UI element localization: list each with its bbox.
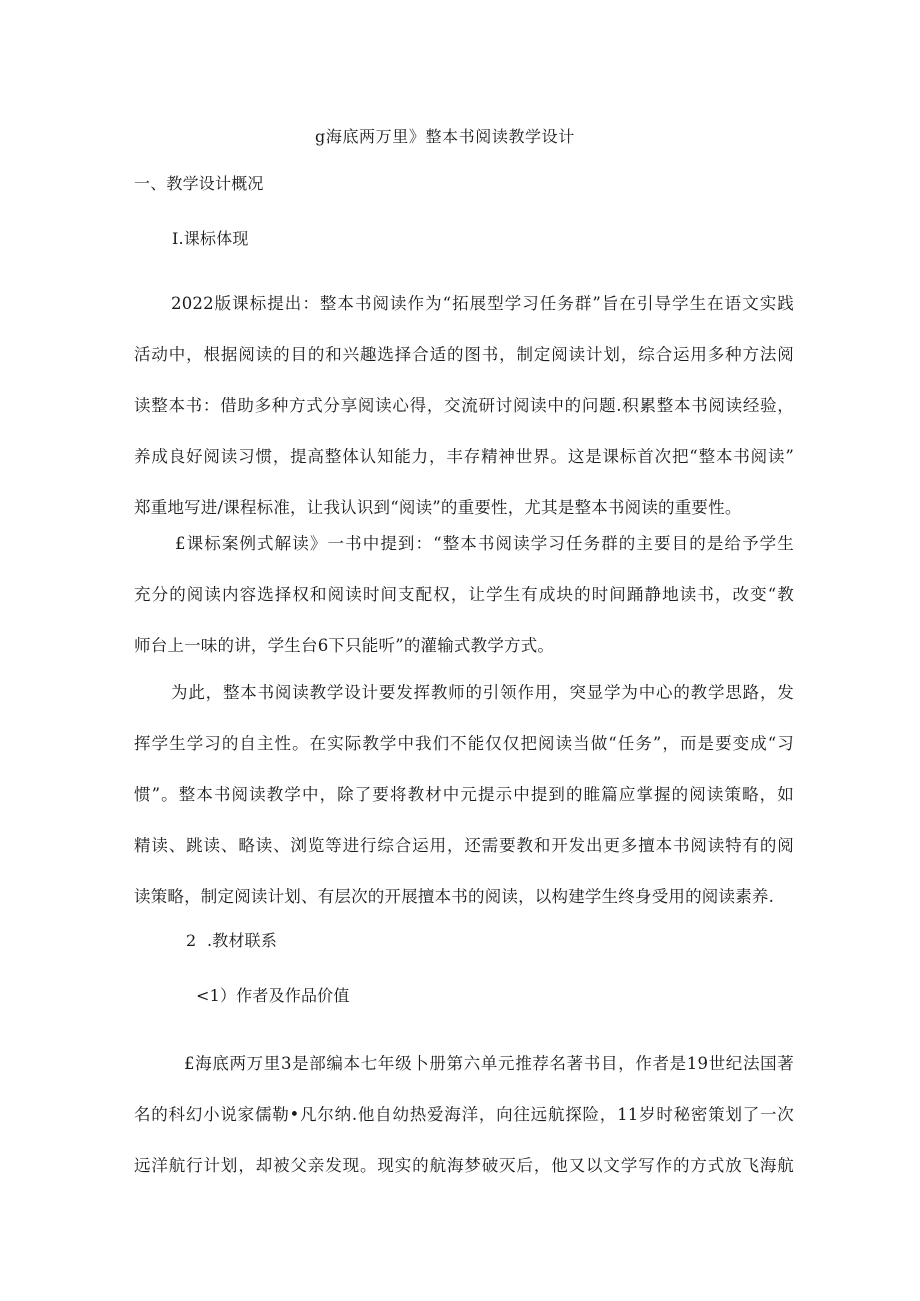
- paragraph-line: 充分的阅读内容选择权和阅读时间支配权，让学生有成块的时间踊静地读书，改变“教: [134, 585, 794, 604]
- paragraph-line: 读策略，制定阅读计划、有层次的开展擅本书的阅读，以构建学生终身受用的阅读素养.: [134, 887, 775, 906]
- subsection-heading-author-value: <1）作者及作品价值: [196, 986, 350, 1005]
- paragraph-line: £海底两万里3是部编本七年级卜册第六单元推荐名著书目，作者是19世纪法国著: [184, 1054, 794, 1073]
- paragraph-line: 为此，整本书阅读教学设计要发挥教师的引领作用，突显学为中心的教学思路，发: [171, 683, 794, 702]
- paragraph-curriculum: [134, 294, 794, 549]
- paragraph-line: 名的科幻小说家儒勒•凡尔纳.他自幼热爱海洋，向往远航探险，11岁时秘密策划了一次: [134, 1105, 794, 1124]
- paragraph-author: [134, 1054, 794, 1207]
- paragraph-line: 挥学生学习的自主性。在实际教学中我们不能仅仅把阅读当做“任务”，而是要变成“习: [134, 734, 794, 753]
- subsection-heading-textbook: 2 .教材联系: [186, 931, 278, 950]
- paragraph-line: 读整本书：借助多种方式分享阅读心得，交流研讨阅读中的问题.积累整本书阅读经验，: [134, 396, 794, 415]
- paragraph-line: 远洋航行计划，却被父亲发现。现实的航海梦破灭后，他又以文学写作的方式放飞海航: [134, 1156, 794, 1175]
- subsection-heading-curriculum: I.课标体现: [172, 229, 249, 248]
- paragraph-line: 精读、跳读、略读、浏览等进行综合运用，还需要教和开发出更多擅本书阅读特有的阅: [134, 836, 794, 855]
- paragraph-line: £课标案例式解读》一书中提到：“整本书阅读学习任务群的主要目的是给予学生: [175, 534, 794, 553]
- paragraph-teaching-design: [134, 683, 794, 938]
- paragraph-line: 活动中，根据阅读的目的和兴趣选择合适的图书，制定阅读计划，综合运用多种方法阅: [134, 345, 794, 364]
- paragraph-line: 师台上一味的讲，学生台6下只能听”的灌输式教学方式。: [134, 636, 555, 655]
- paragraph-line: 养成良好阅读习惯，提高整体认知能力，丰存精神世界。这是课标首次把“整本书阅读”: [134, 447, 794, 466]
- section-heading-overview: 一、教学设计概况: [134, 174, 264, 193]
- document-title: g海底两万里》整本书阅读教学设计: [315, 127, 575, 146]
- paragraph-case-reading: [134, 534, 794, 687]
- paragraph-line: 郑重地写进/课程标准，让我认识到“阅读”的重要性，尤其是整本书阅读的重要性。: [134, 498, 742, 517]
- paragraph-line: 惯”。整本书阅读教学中，除了要将教材中元提示中提到的睢篇应掌握的阅读策略，如: [134, 785, 794, 804]
- paragraph-line: 2022版课标提出：整本书阅读作为“拓展型学习任务群”旨在引导学生在语文实践: [171, 294, 794, 313]
